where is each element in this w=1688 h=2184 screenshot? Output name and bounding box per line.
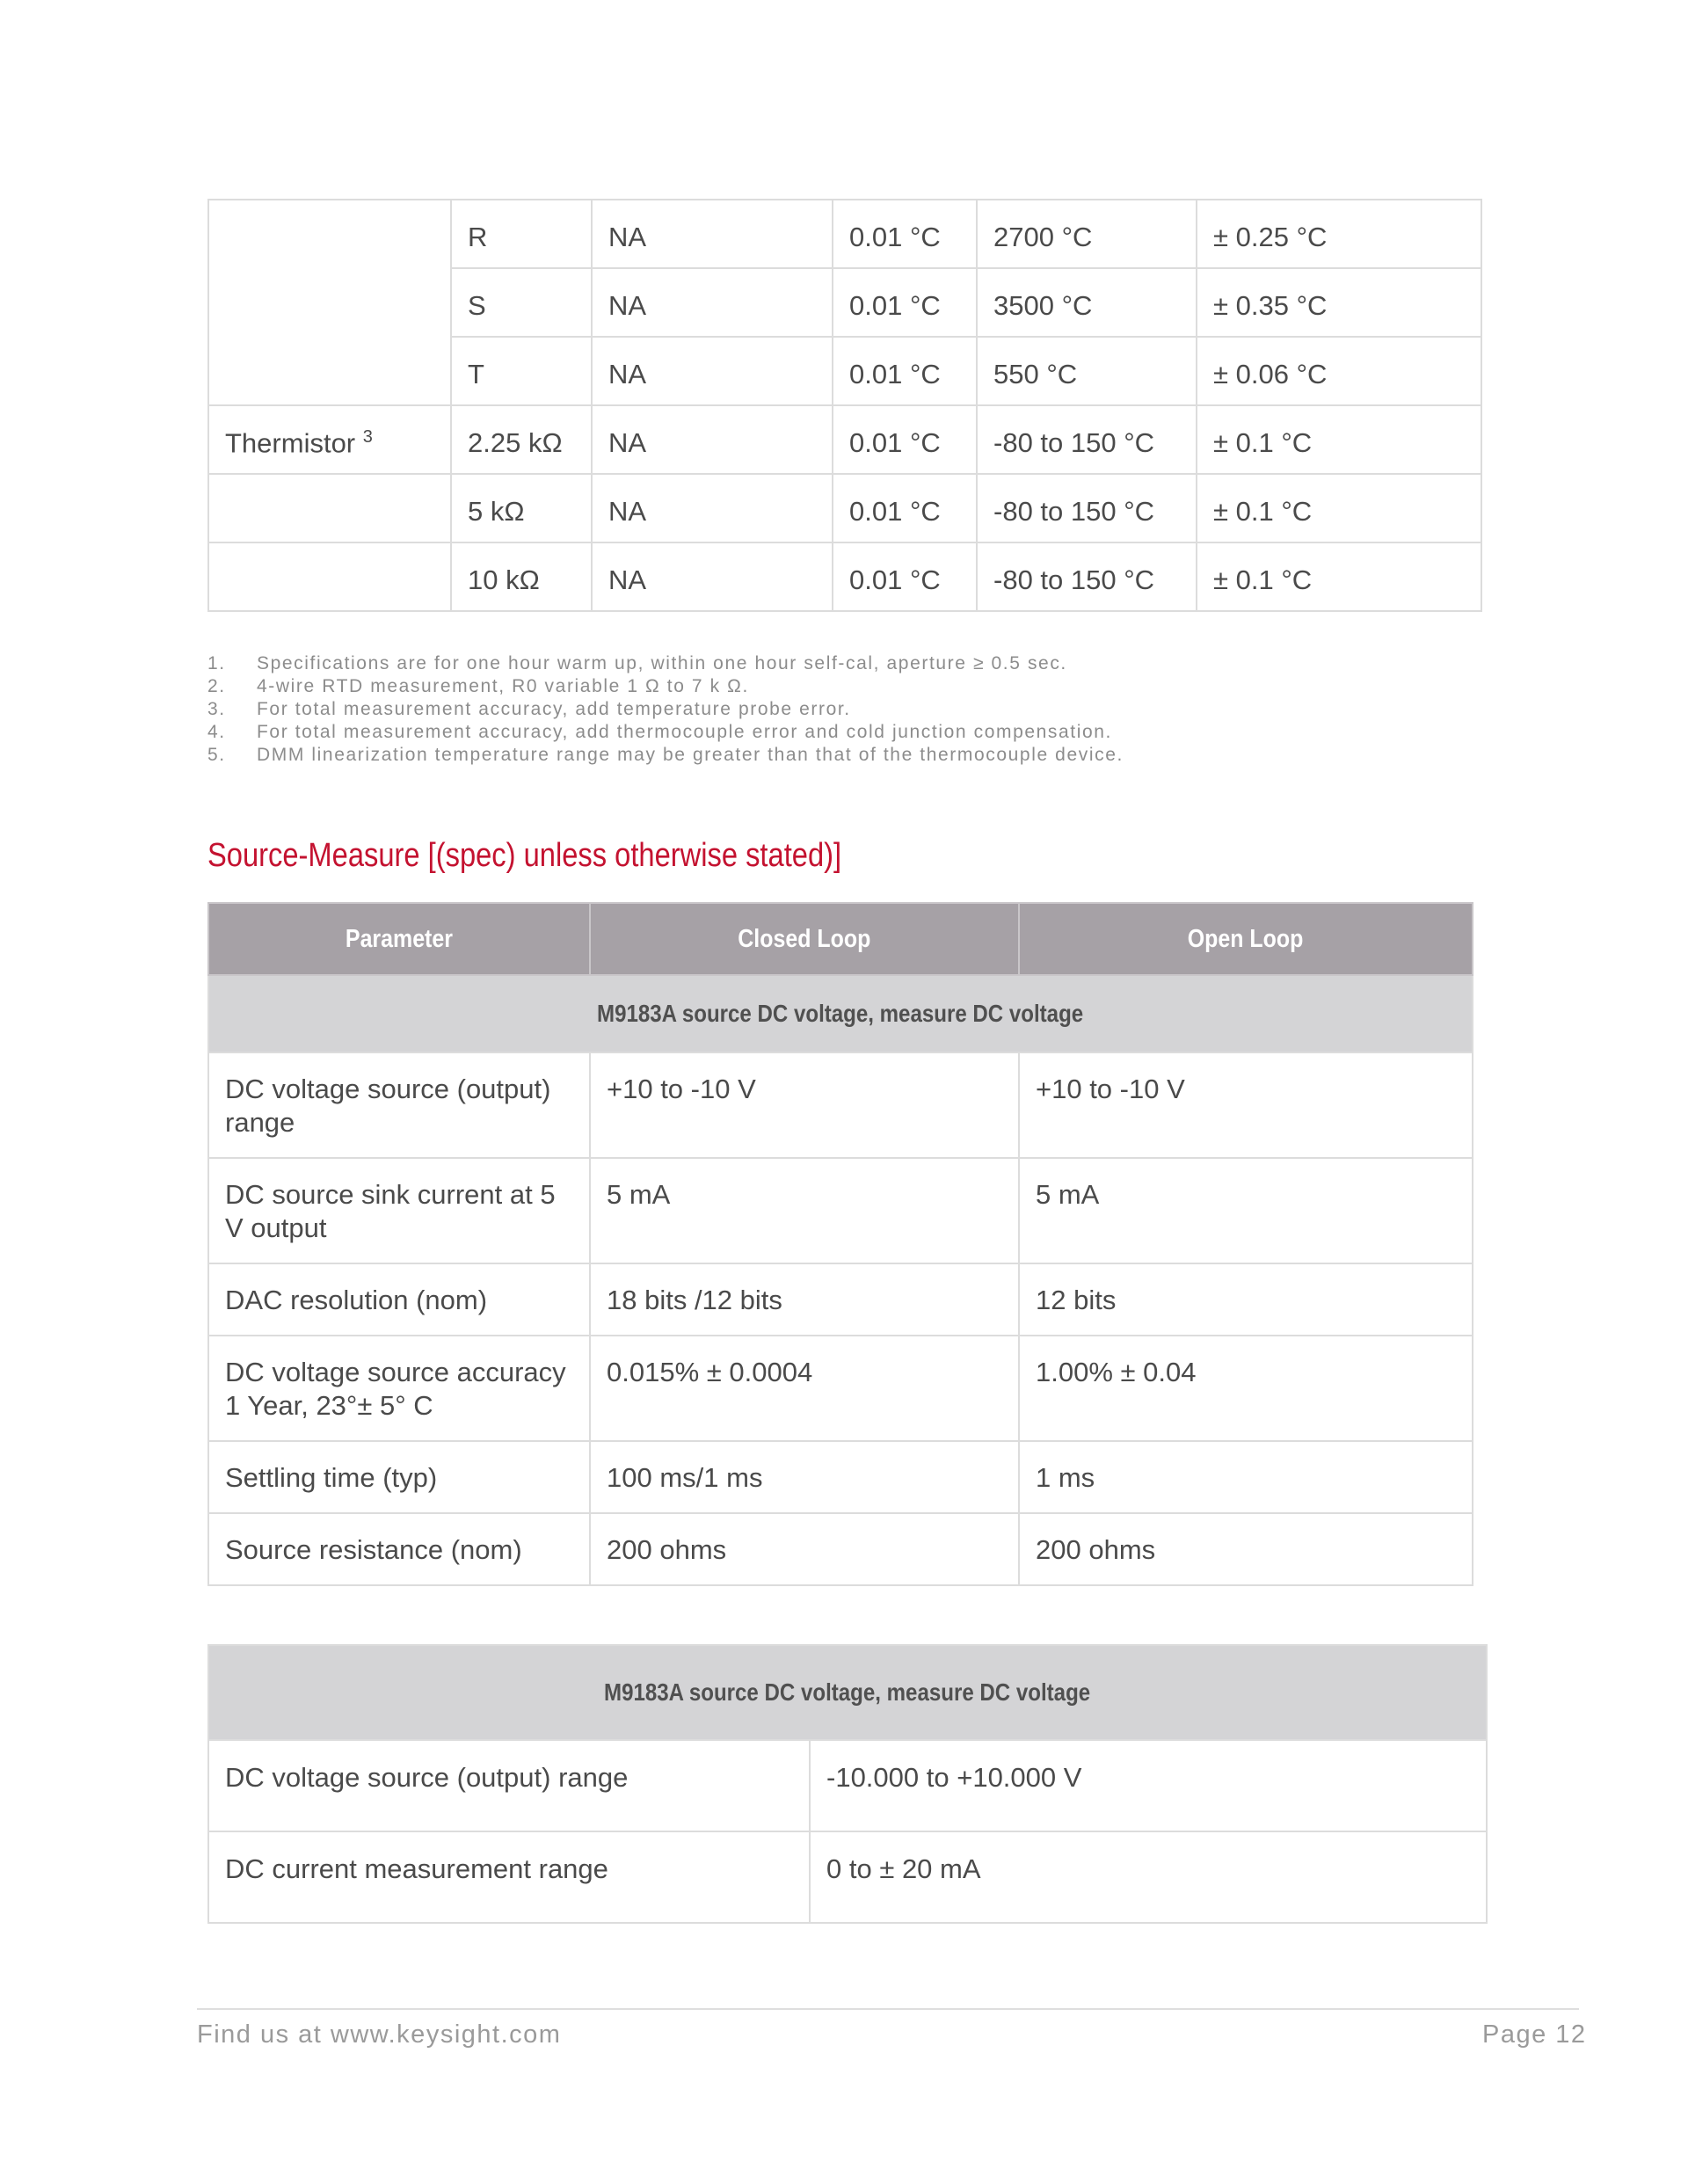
- table-row: [208, 474, 1481, 542]
- accuracy-cell: ± 0.25 °C: [1197, 200, 1481, 268]
- sensor-cell: [208, 542, 451, 611]
- parameter-cell: DC voltage source (output) range: [208, 1740, 810, 1831]
- sensor-cell: [208, 474, 451, 542]
- table-row: [208, 1158, 1473, 1263]
- parameter-cell: Source resistance (nom): [208, 1513, 590, 1585]
- footnote-number: 1.: [207, 653, 226, 673]
- na-cell: NA: [592, 200, 833, 268]
- resolution-cell: 0.01 °C: [833, 268, 977, 337]
- table-row: [208, 542, 1481, 611]
- range-cell: 550 °C: [977, 337, 1197, 405]
- na-cell: NA: [592, 405, 833, 474]
- footnote-text: Specifications are for one hour warm up, within one hour self-cal, aperture ≥ 0.5 sec.: [257, 653, 1067, 673]
- temperature-spec-table: [207, 199, 1482, 612]
- footnote-number: 3.: [207, 699, 226, 719]
- footnote-item: [207, 675, 1124, 698]
- dc-voltage-measure-table: [207, 1644, 1488, 1924]
- column-header-parameter: Parameter: [208, 903, 590, 975]
- footnote-number: 2.: [207, 676, 226, 696]
- type-cell: 2.25 kΩ: [451, 405, 592, 474]
- footnote-number: 5.: [207, 745, 226, 765]
- table-row: [208, 1513, 1473, 1585]
- table-row: [208, 1740, 1487, 1831]
- table-row: [208, 268, 1481, 337]
- range-cell: 3500 °C: [977, 268, 1197, 337]
- sensor-name: Thermistor: [225, 427, 356, 459]
- open-loop-cell: 12 bits: [1019, 1263, 1473, 1336]
- open-loop-cell: 5 mA: [1019, 1158, 1473, 1263]
- page-number: Page 12: [1482, 2020, 1587, 2049]
- range-cell: -80 to 150 °C: [977, 542, 1197, 611]
- sensor-cell: [208, 200, 451, 268]
- table-row: [208, 1263, 1473, 1336]
- na-cell: NA: [592, 268, 833, 337]
- footnote-item: [207, 744, 1124, 767]
- value-cell: 0 to ± 20 mA: [810, 1831, 1487, 1923]
- table-row: [208, 1831, 1487, 1923]
- table-row: [208, 337, 1481, 405]
- subheader-row: [208, 975, 1473, 1052]
- parameter-cell: DC source sink current at 5 V output: [208, 1158, 590, 1263]
- footnote-item: [207, 698, 1124, 721]
- range-cell: -80 to 150 °C: [977, 474, 1197, 542]
- footnote-text: 4-wire RTD measurement, R0 variable 1 Ω to 7 k Ω.: [257, 676, 749, 696]
- type-cell: 10 kΩ: [451, 542, 592, 611]
- closed-loop-cell: +10 to -10 V: [590, 1052, 1019, 1158]
- footnote-item: [207, 721, 1124, 744]
- header-row: [208, 903, 1473, 975]
- resolution-cell: 0.01 °C: [833, 542, 977, 611]
- source-measure-table: [207, 902, 1473, 1586]
- footer-divider: [197, 2008, 1579, 2010]
- parameter-cell: DC voltage source accuracy 1 Year, 23°± 5° C: [208, 1336, 590, 1441]
- accuracy-cell: ± 0.06 °C: [1197, 337, 1481, 405]
- sensor-cell: [208, 268, 451, 337]
- table-row: [208, 1441, 1473, 1513]
- type-cell: 5 kΩ: [451, 474, 592, 542]
- accuracy-cell: ± 0.1 °C: [1197, 405, 1481, 474]
- footer-website-text: Find us at www.keysight.com: [197, 2020, 562, 2049]
- table-row: [208, 1052, 1473, 1158]
- open-loop-cell: 1.00% ± 0.04: [1019, 1336, 1473, 1441]
- footnote-text: For total measurement accuracy, add thermocouple error and cold junction compensation.: [257, 722, 1112, 742]
- accuracy-cell: ± 0.35 °C: [1197, 268, 1481, 337]
- footnote-item: [207, 652, 1124, 675]
- open-loop-cell: +10 to -10 V: [1019, 1052, 1473, 1158]
- resolution-cell: 0.01 °C: [833, 474, 977, 542]
- resolution-cell: 0.01 °C: [833, 337, 977, 405]
- subheader-row: [208, 1645, 1487, 1740]
- table-row: [208, 1336, 1473, 1441]
- resolution-cell: 0.01 °C: [833, 200, 977, 268]
- column-header-open-loop: Open Loop: [1019, 903, 1473, 975]
- parameter-cell: DC current measurement range: [208, 1831, 810, 1923]
- closed-loop-cell: 200 ohms: [590, 1513, 1019, 1585]
- closed-loop-cell: 18 bits /12 bits: [590, 1263, 1019, 1336]
- closed-loop-cell: 100 ms/1 ms: [590, 1441, 1019, 1513]
- parameter-cell: DAC resolution (nom): [208, 1263, 590, 1336]
- type-cell: S: [451, 268, 592, 337]
- footnotes-list: [207, 652, 1124, 767]
- footnote-ref: 3: [362, 427, 373, 447]
- range-cell: -80 to 150 °C: [977, 405, 1197, 474]
- sensor-cell: [208, 405, 451, 474]
- closed-loop-cell: 0.015% ± 0.0004: [590, 1336, 1019, 1441]
- table-row: [208, 405, 1481, 474]
- footnote-text: For total measurement accuracy, add temperature probe error.: [257, 699, 851, 719]
- value-cell: -10.000 to +10.000 V: [810, 1740, 1487, 1831]
- range-cell: 2700 °C: [977, 200, 1197, 268]
- section-heading: Source-Measure [(spec) unless otherwise stated)]: [207, 837, 842, 874]
- type-cell: R: [451, 200, 592, 268]
- parameter-cell: DC voltage source (output) range: [208, 1052, 590, 1158]
- resolution-cell: 0.01 °C: [833, 405, 977, 474]
- na-cell: NA: [592, 474, 833, 542]
- closed-loop-cell: 5 mA: [590, 1158, 1019, 1263]
- footnote-text: DMM linearization temperature range may be greater than that of the thermocouple device.: [257, 745, 1124, 765]
- table-row: [208, 200, 1481, 268]
- sensor-cell: [208, 337, 451, 405]
- na-cell: NA: [592, 337, 833, 405]
- type-cell: T: [451, 337, 592, 405]
- parameter-cell: Settling time (typ): [208, 1441, 590, 1513]
- footnote-number: 4.: [207, 722, 226, 742]
- open-loop-cell: 1 ms: [1019, 1441, 1473, 1513]
- table-subheader: M9183A source DC voltage, measure DC voltage: [208, 975, 1473, 1052]
- accuracy-cell: ± 0.1 °C: [1197, 542, 1481, 611]
- table-subheader: M9183A source DC voltage, measure DC voltage: [208, 1645, 1487, 1740]
- na-cell: NA: [592, 542, 833, 611]
- open-loop-cell: 200 ohms: [1019, 1513, 1473, 1585]
- column-header-closed-loop: Closed Loop: [590, 903, 1019, 975]
- accuracy-cell: ± 0.1 °C: [1197, 474, 1481, 542]
